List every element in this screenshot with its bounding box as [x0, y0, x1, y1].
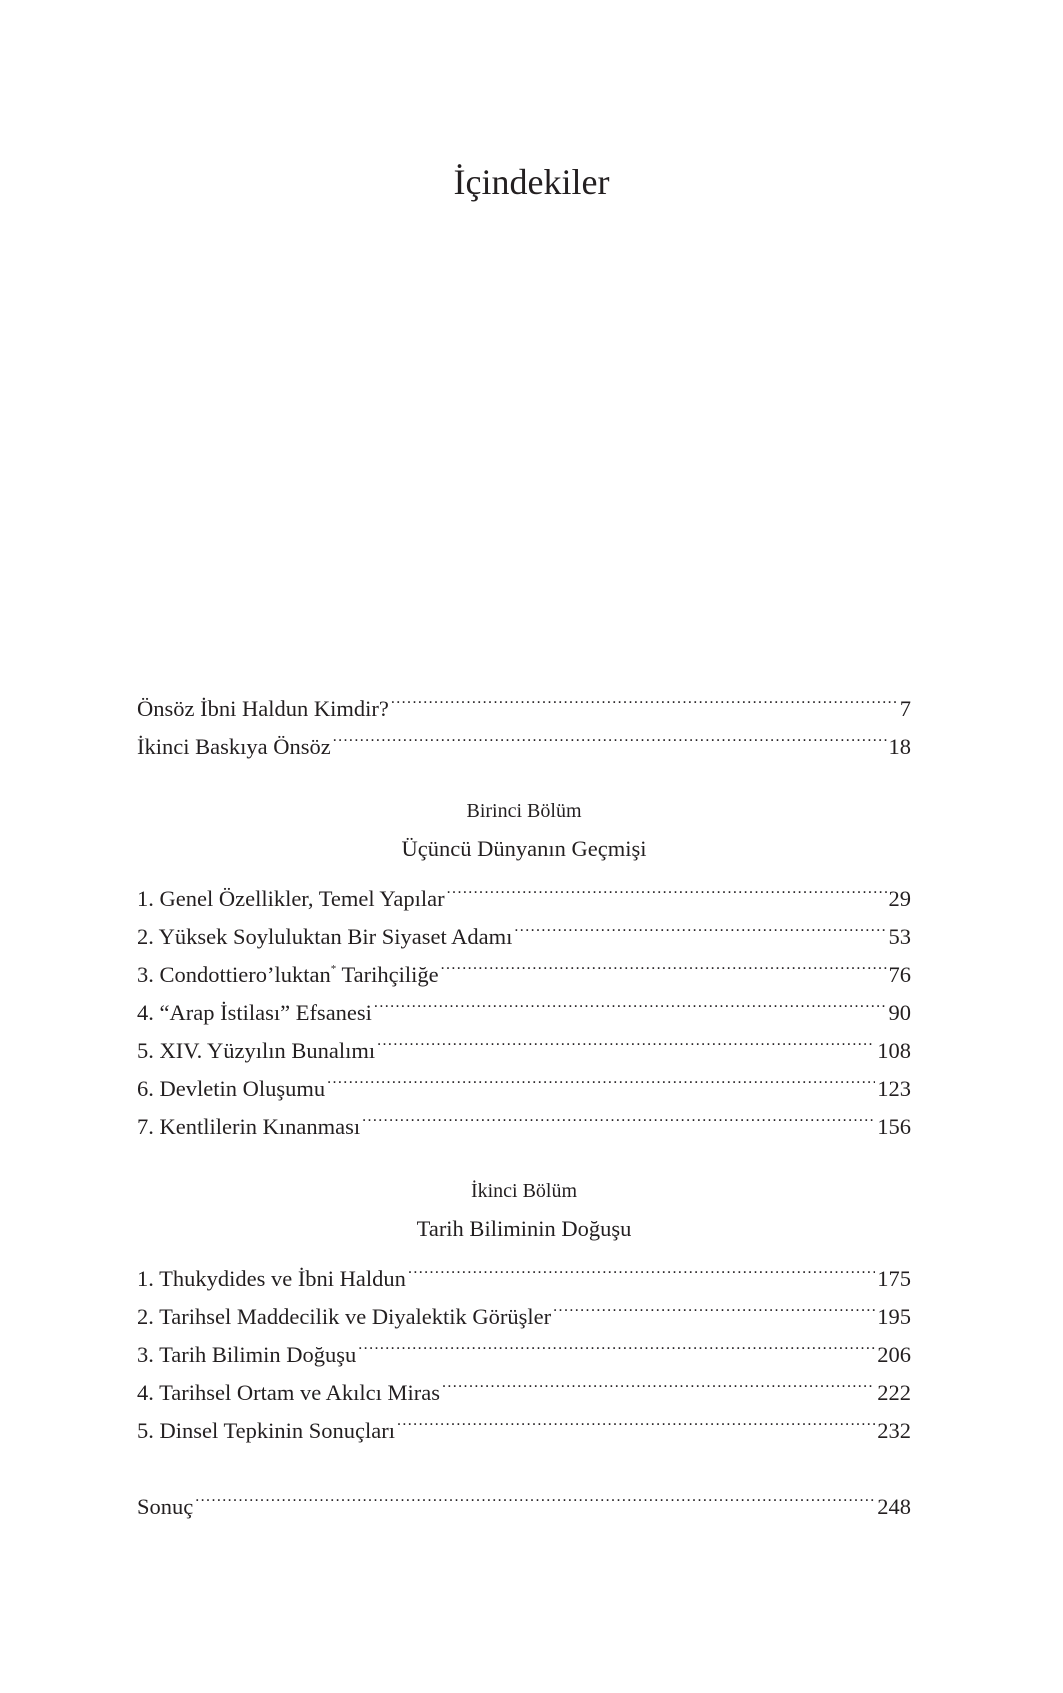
toc-entry-page: 195 — [877, 1304, 911, 1329]
dot-leader — [442, 1362, 875, 1400]
toc-entry-page: 90 — [888, 1000, 911, 1025]
dot-leader — [333, 716, 887, 754]
toc-entry-page: 123 — [877, 1076, 911, 1101]
dot-leader — [441, 944, 887, 982]
toc-entry-conclusion[interactable] — [137, 1476, 911, 1519]
toc-entry-chapter[interactable] — [137, 1248, 911, 1291]
page-title: İçindekiler — [453, 162, 610, 202]
dot-leader — [397, 1400, 875, 1438]
part-title: Tarih Biliminin Doğuşu — [416, 1216, 632, 1241]
toc-entry-page: 18 — [888, 734, 911, 759]
toc-entry-label: Sonuç — [137, 1494, 194, 1519]
toc-entry-page: 76 — [888, 962, 911, 987]
dot-leader — [327, 1058, 875, 1096]
footnote-mark: * — [330, 963, 337, 975]
toc-entry-label: 3. Tarih Bilimin Doğuşu — [137, 1342, 357, 1367]
toc-entry-page: 232 — [877, 1418, 911, 1443]
toc-entry-label: 4. “Arap İstilası” Efsanesi — [137, 1000, 372, 1025]
dot-leader — [447, 868, 887, 906]
toc-entry-page: 29 — [888, 886, 911, 911]
toc-entry-page: 222 — [877, 1380, 911, 1405]
toc-entry-label: 5. Dinsel Tepkinin Sonuçları — [137, 1418, 395, 1443]
toc-entry-label: 4. Tarihsel Ortam ve Akılcı Miras — [137, 1380, 440, 1405]
toc-entry-label: Önsöz İbni Haldun Kimdir? — [137, 696, 389, 721]
toc-entry-label-suffix: Tarihçiliğe — [336, 962, 439, 987]
toc-entry-page: 206 — [877, 1342, 911, 1367]
toc-entry-page: 248 — [877, 1494, 911, 1519]
part-heading: Birinci Bölüm — [466, 800, 582, 822]
dot-leader — [362, 1096, 875, 1134]
toc-entry-page: 7 — [899, 696, 911, 721]
dot-leader — [374, 982, 887, 1020]
dot-leader — [195, 1476, 875, 1514]
toc-entry-chapter[interactable] — [137, 868, 911, 911]
table-of-contents — [137, 678, 911, 1519]
toc-entry-label: 1. Genel Özellikler, Temel Yapılar — [137, 886, 445, 911]
toc-entry-page: 108 — [877, 1038, 911, 1063]
toc-entry-label: 7. Kentlilerin Kınanması — [137, 1114, 361, 1139]
toc-entry-label: 6. Devletin Oluşumu — [137, 1076, 326, 1101]
toc-entry-label-main: 3. Condottiero’luktan — [137, 962, 331, 987]
dot-leader — [358, 1324, 875, 1362]
dot-leader — [408, 1248, 875, 1286]
toc-entry-label: 2. Tarihsel Maddecilik ve Diyalektik Görüşler — [137, 1304, 552, 1329]
dot-leader — [514, 906, 886, 944]
toc-entry-page: 156 — [877, 1114, 911, 1139]
toc-entry-label: İkinci Baskıya Önsöz — [137, 734, 331, 759]
toc-entry-label: 2. Yüksek Soyluluktan Bir Siyaset Adamı — [137, 924, 513, 949]
toc-entry-label: 5. XIV. Yüzyılın Bunalımı — [137, 1038, 376, 1063]
toc-entry-page: 53 — [888, 924, 911, 949]
toc-entry-label: 1. Thukydides ve İbni Haldun — [137, 1266, 406, 1291]
dot-leader — [391, 678, 898, 716]
dot-leader — [553, 1286, 875, 1324]
part-heading: İkinci Bölüm — [470, 1180, 578, 1202]
part-title: Üçüncü Dünyanın Geçmişi — [401, 836, 647, 861]
toc-entry-page: 175 — [877, 1266, 911, 1291]
toc-entry-foreword[interactable] — [137, 678, 911, 721]
dot-leader — [377, 1020, 875, 1058]
